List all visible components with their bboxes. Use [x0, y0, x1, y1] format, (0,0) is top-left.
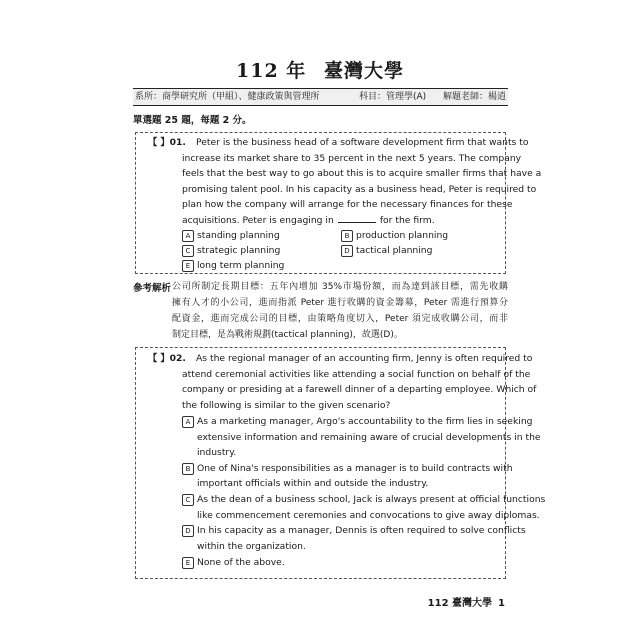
- option-text: As the dean of a business school, Jack is always present at official functions: [197, 494, 546, 505]
- q1-line: feels that the best way to go about this is to acquire smaller firms that have a: [182, 168, 542, 179]
- q2-line: As the regional manager of an accounting firm, Jenny is often required to: [196, 353, 533, 364]
- option-text: tactical planning: [356, 245, 433, 256]
- q2-option-a[interactable]: [182, 414, 532, 430]
- page-number: 1: [498, 598, 505, 609]
- page-title: [0, 56, 640, 83]
- option-marker: C: [182, 494, 194, 506]
- q1-last-line-end: for the firm.: [379, 215, 435, 226]
- q2-line: the following is similar to the given scenario?: [182, 400, 391, 411]
- subject-bar: [133, 88, 508, 106]
- section-heading: 單選題 25 題，每題 2 分。: [133, 115, 252, 126]
- option-text: standing planning: [197, 230, 280, 241]
- teacher-text: 解題老師：楊逍: [442, 92, 506, 102]
- q1-option-e[interactable]: [182, 258, 284, 274]
- option-marker: A: [182, 230, 194, 242]
- q2-option-d[interactable]: [182, 523, 526, 539]
- q2-option-c[interactable]: [182, 492, 545, 508]
- q1-line: plan how the company will arrange for the necessary finances for these: [182, 199, 513, 210]
- q1-last-line-start: acquisitions. Peter is engaging in: [182, 215, 334, 226]
- q2-option-b[interactable]: [182, 461, 513, 477]
- subject-text: 科目：管理學(A): [359, 92, 427, 102]
- option-text: One of Nina's responsibilities as a manager is to build contracts with: [197, 463, 513, 474]
- q1-last-line: [182, 213, 435, 229]
- reference-line: 擁有人才的小公司，進而指派 Peter 進行收購的資金籌募，Peter 需進行預算分: [172, 298, 508, 308]
- q2-answer-bracket: 【 】02.: [148, 353, 186, 364]
- q1-line: promising talent pool. In his capacity as a business head, Peter is required to: [182, 184, 537, 195]
- option-text: production planning: [356, 230, 449, 241]
- q1-line: increase its market share to 35 percent in the next 5 years. The company: [182, 153, 522, 164]
- q1-line: Peter is the business head of a software development firm that wants to: [196, 137, 529, 148]
- option-marker: B: [182, 463, 194, 475]
- title-school: 臺灣大學: [323, 60, 404, 82]
- option-marker: A: [182, 416, 194, 428]
- option-continuation: important officials within and outside the industry.: [197, 478, 429, 489]
- q2-option-e[interactable]: [182, 555, 285, 571]
- footer-label: 112 臺灣大學: [427, 598, 493, 609]
- option-marker: B: [341, 230, 353, 242]
- q2-line: company or presiding at a farewell dinner of a departing employee. Which of: [182, 384, 537, 395]
- q1-option-d[interactable]: [341, 243, 432, 259]
- option-marker: E: [182, 260, 194, 272]
- option-text: long term planning: [197, 260, 285, 271]
- department-text: 系所：商學研究所（甲組）、健康政策與管理所: [135, 92, 320, 102]
- q2-line: attend ceremonial activities like attending a social function on behalf of the: [182, 369, 531, 380]
- title-year: 112 年: [236, 60, 307, 82]
- option-continuation: industry.: [197, 447, 237, 458]
- option-text: As a marketing manager, Argo's accountability to the firm lies in seeking: [197, 416, 533, 427]
- option-marker: C: [182, 245, 194, 257]
- reference-line: 制定目標，是為戰術規劃(tactical planning)，故選(D)。: [172, 330, 403, 340]
- q1-option-a[interactable]: [182, 228, 280, 244]
- answer-blank: [338, 213, 376, 223]
- option-text: None of the above.: [197, 557, 285, 568]
- page-footer: [428, 594, 505, 609]
- q1-option-b[interactable]: [341, 228, 448, 244]
- reference-label: 參考解析: [133, 283, 172, 294]
- option-continuation: within the organization.: [197, 541, 306, 552]
- option-text: strategic planning: [197, 245, 281, 256]
- q1-answer-bracket: 【 】01.: [148, 137, 186, 148]
- option-continuation: like commencement ceremonies and convocations to give away diplomas.: [197, 510, 540, 521]
- reference-line: 公司所制定長期目標：五年內增加 35%市場份額，而為達到該目標，需先收購: [172, 282, 508, 292]
- option-marker: D: [182, 525, 194, 537]
- option-marker: D: [341, 245, 353, 257]
- q1-option-c[interactable]: [182, 243, 280, 259]
- option-continuation: extensive information and remaining aware of crucial developments in the: [197, 432, 541, 443]
- reference-line: 配資金，進而完成公司的目標，由策略角度切入，Peter 須完成收購公司，而非: [172, 314, 508, 324]
- option-marker: E: [182, 557, 194, 569]
- option-text: In his capacity as a manager, Dennis is often required to solve conflicts: [197, 525, 526, 536]
